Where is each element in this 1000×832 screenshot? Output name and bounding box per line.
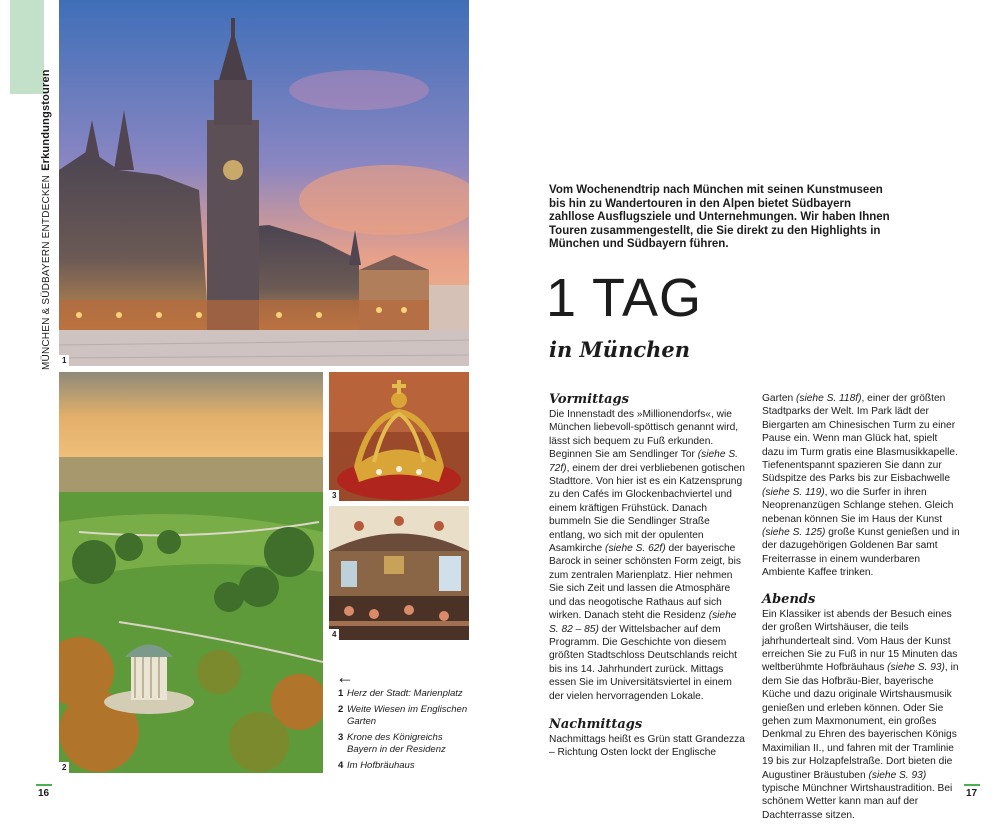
paragraph-vormittags: Die Innenstadt des »Millionendorfs«, wie München liebevoll-spöttisch genannt wird, lässt sich bequem zu Fuß erkunden. Beginnen Sie am Sendlinger Tor (siehe S. 72f), einem der drei verbliebenen gotischen Stadttore. Von hier ist es ein Katzensprung zu den Cafés im Glockenbachviertel und einem kräftigen Frühstück. Danach bummeln Sie die Sendlinger Straße entlang, wo sich mit der opulenten Asamkirche (siehe S. 62f) der bayerische Barock in seiner schönsten Form zeigt, bis zum zentralen Marienplatz. Hier nehmen Sie sich Zeit und lassen die Atmosphäre und das neogotische Rathaus auf sich wirken. Danach steht die Residenz (siehe S. 82 – 85) der Wittelsbacher auf dem Programm. Die Geschichte von diesem größten Stadtschloss Deutschlands reicht bis ins 14. Jahrhundert zurück. Mittags essen Sie im Universitätsviertel in einem der vielen hervorragenden Lokale. (549, 409, 745, 702)
caption-text: Herz der Stadt: Marienplatz (347, 688, 463, 699)
tour-title: 1 TAG (546, 268, 703, 328)
heading-abends: Abends (762, 591, 816, 607)
caption-item (338, 688, 468, 700)
page-reference: (siehe (762, 527, 790, 539)
page-reference: (siehe S. 93) (887, 662, 945, 674)
caption-item (338, 760, 468, 772)
caption-text: Im Hofbräuhaus (347, 760, 415, 771)
page-number-left: 16 (38, 788, 50, 799)
caption-number: 1 (338, 688, 344, 699)
photo-hofbraeuhaus (329, 506, 469, 640)
photo-marienplatz (59, 0, 469, 366)
caption-number: 4 (338, 760, 344, 771)
side-label-section: MÜNCHEN & SÜDBAYERN ENTDECKEN (41, 174, 52, 370)
caption-item (338, 732, 468, 756)
caption-text: Weite Wiesen im Englischen Garten (347, 704, 468, 727)
paragraph-nachmittags: Nachmittags heißt es Grün statt Grandezza – Richtung Osten lockt der Englische (549, 733, 745, 759)
text-column-right (762, 392, 960, 832)
photo-number: 2 (59, 762, 69, 773)
paragraph-nachmittags-continued: Garten (siehe S. 118f), einer der größten Stadtparks der Welt. Im Park lädt der Biergarten am Chinesischen Turm zu einer Pause ein. Wenn man Glück hat, spielt dazu im Turm gratis eine Blasmusikkapelle. Tiefenentspannt spazieren Sie dann zur Südspitze des Parks bis zur Eisbachwelle (siehe S. 119), wo die Surfer in ihren Neoprenanzügen Schlange stehen. Gleich nebenan können Sie im Haus der Kunst (siehe S. 125) große Kunst genießen und in der dazugehörigen Goldenen Bar samt Freiterrasse in einem wunderbaren Ambiente Kaffee trinken. (762, 393, 960, 579)
page-reference: (siehe S. 82 – 85) (549, 610, 737, 635)
chapter-side-label (40, 69, 52, 370)
heading-vormittags: Vormittags (549, 392, 629, 407)
chapter-tab (10, 0, 44, 94)
page-reference: S. 118f) (823, 393, 862, 404)
caption-number: 2 (338, 704, 344, 715)
page-reference: (siehe S. 62f) (605, 543, 666, 555)
photo-krone (329, 372, 469, 501)
page-number-bar-right (964, 784, 980, 786)
page-reference: (siehe S. 72f) (549, 449, 738, 474)
photo-captions (338, 688, 468, 776)
photo-number: 4 (329, 629, 339, 640)
page-reference: (siehe S. 93) (868, 769, 927, 781)
page-reference: S. 119) (789, 486, 825, 498)
page-number-bar-left (36, 784, 52, 786)
caption-item (338, 704, 468, 728)
paragraph-abends: Ein Klassiker ist abends der Besuch eines der großen Wirtshäuser, die teils jahrhundertealt sind. Vom Haus der Kunst erreichen Sie zu Fuß in nur 15 Minuten das weltberühmte Hofbräuhaus (siehe S. 93), in dem Sie das Hofbräu-Bier, bayerische Küche und dazu originale Wirtshausmusik genießen und erleben können. Oder Sie gehen zum Maxmonument, ein großes Denkmal zu Ehren des bayerischen Königs Maximilian II., und fahren mit der Tramlinie 19 bis zur Holzapfelstraße. Dort bieten die Augustiner Bräustuben (siehe S. 93) typische Münchner Wirtshaustradition. Bei schönem Wetter kann man auf der Dachterrasse sitzen. (762, 608, 959, 821)
page-reference: (siehe (762, 486, 790, 498)
photo-number: 1 (59, 355, 69, 366)
tour-subtitle: in München (549, 337, 691, 362)
intro-text: Vom Wochenendtrip nach München mit seinen Kunstmuseen bis hin zu Wandertouren in den Alpen bietet Südbayern zahllose Ausflugsziele und Unternehmungen. Wir haben Ihnen Touren zusammengestellt, die Sie direkt zu den Highlights in München und Südbayern führen. (549, 184, 890, 250)
text-column-left (549, 392, 747, 770)
page-number-right: 17 (966, 788, 978, 799)
arrow-left-icon: ← (336, 667, 354, 687)
caption-number: 3 (338, 732, 344, 743)
photo-number: 3 (329, 490, 339, 501)
heading-nachmittags: Nachmittags (549, 716, 643, 732)
page-reference: S. 125) (789, 527, 826, 539)
caption-text: Krone des Königreichs Bayern in der Residenz (347, 732, 446, 755)
page-reference: (siehe (795, 393, 824, 404)
photo-englischer-garten (59, 372, 323, 773)
side-label-chapter: Erkundungstouren (40, 69, 52, 171)
